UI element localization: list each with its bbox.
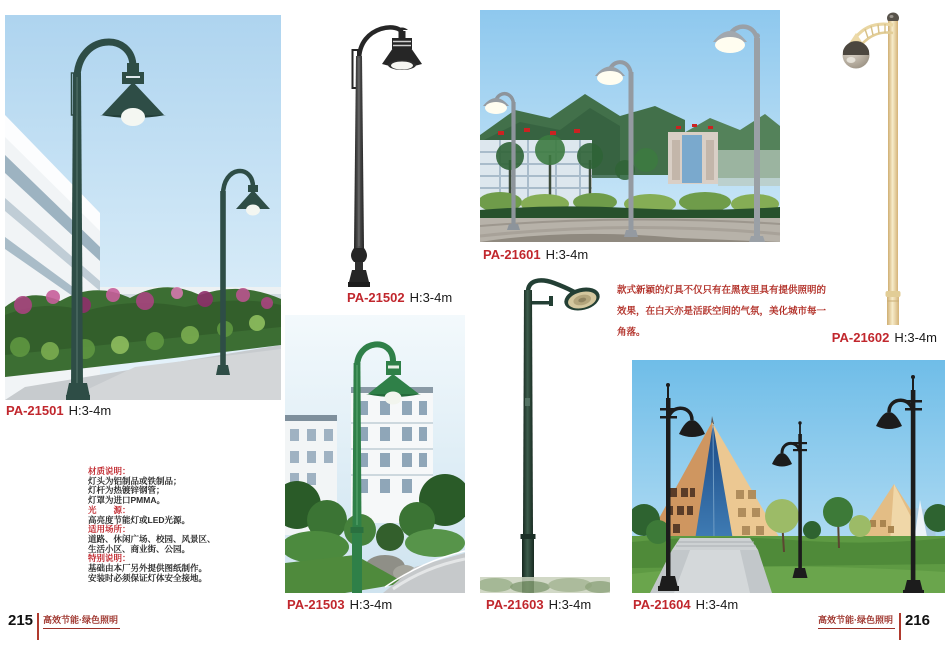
promo-line: 角落。 [617, 327, 646, 338]
spec-heading-material: 材质说明： [88, 466, 131, 476]
spec-heading-usage: 适用场所： [88, 524, 131, 535]
product-code: PA-21603 [486, 597, 544, 612]
label-pa21601 [483, 247, 588, 262]
photo-pa21501-garden-lamp-scene [5, 15, 281, 400]
spec-line: 灯头为铝制品或铁制品； [88, 475, 182, 486]
product-spec: H:3-4m [545, 247, 589, 262]
footer-slogan-right: 高效节能·绿色照明 [818, 612, 895, 629]
footer-slogan-left: 高效节能·绿色照明 [43, 612, 120, 629]
product-spec: H:3-4m [409, 290, 453, 305]
garden-lamp-scene-illustration [5, 15, 281, 400]
spec-line: 安装时必须保证灯体安全接地。 [88, 572, 208, 583]
spec-line: 高亮度节能灯或LED光源。 [88, 514, 191, 525]
label-pa21501 [6, 403, 111, 418]
label-pa21602 [832, 330, 937, 345]
campus-lamps-illustration [632, 360, 945, 593]
plaza-lamps-illustration [480, 10, 780, 242]
product-spec: H:3-4m [548, 597, 592, 612]
product-code: PA-21503 [287, 597, 345, 612]
product-pa21502-lamp [310, 10, 455, 288]
spec-line: 基础由本厂另外提供图纸制作。 [88, 563, 208, 574]
label-pa21503 [287, 597, 392, 612]
page-number-right: 216 [904, 612, 930, 629]
promo-line: 效果，在白天亦是活跃空间的气氛，美化城市每一 [617, 306, 827, 317]
product-pa21603-lamp [480, 278, 610, 593]
green-lamp-scene-illustration [285, 315, 465, 593]
spec-line: 道路、休闲广场、校园、风景区、 [88, 533, 216, 544]
black-gooseneck-lamp-illustration [310, 10, 455, 288]
spec-line: 生活小区、商业街、公园。 [88, 543, 191, 554]
footer-left [8, 612, 120, 640]
label-pa21603 [486, 597, 591, 612]
promo-text [617, 280, 832, 343]
spec-line: 灯罩为进口PMMA。 [88, 495, 165, 506]
product-spec: H:3-4m [695, 597, 739, 612]
cream-arm-lamp-illustration [835, 5, 950, 325]
photo-pa21601-plaza-scene [480, 10, 780, 242]
dark-green-disc-lamp-illustration [480, 278, 610, 593]
promo-line: 款式新颖的灯具不仅只有在黑夜里具有提供照明的 [617, 285, 827, 296]
product-spec: H:3-4m [349, 597, 393, 612]
footer-divider [37, 613, 39, 640]
spec-notes [88, 467, 273, 583]
photo-pa21503-green-lamp-scene [285, 315, 465, 593]
product-code: PA-21501 [6, 403, 64, 418]
spec-heading-special: 特别说明： [88, 553, 131, 564]
product-pa21602-lamp [835, 5, 950, 325]
page-number-left: 215 [8, 612, 34, 629]
photo-pa21604-campus-scene [632, 360, 945, 593]
product-code: PA-21604 [633, 597, 691, 612]
product-code: PA-21602 [831, 330, 890, 345]
footer-divider [899, 613, 901, 640]
spec-heading-light-source: 光 源： [88, 504, 131, 515]
product-code: PA-21601 [483, 247, 541, 262]
spec-line: 灯杆为热镀锌钢管； [88, 485, 165, 496]
label-pa21502 [347, 290, 452, 305]
footer-right [818, 612, 930, 640]
product-spec: H:3-4m [894, 330, 937, 345]
label-pa21604 [633, 597, 738, 612]
product-spec: H:3-4m [68, 403, 112, 418]
product-code: PA-21502 [347, 290, 405, 305]
